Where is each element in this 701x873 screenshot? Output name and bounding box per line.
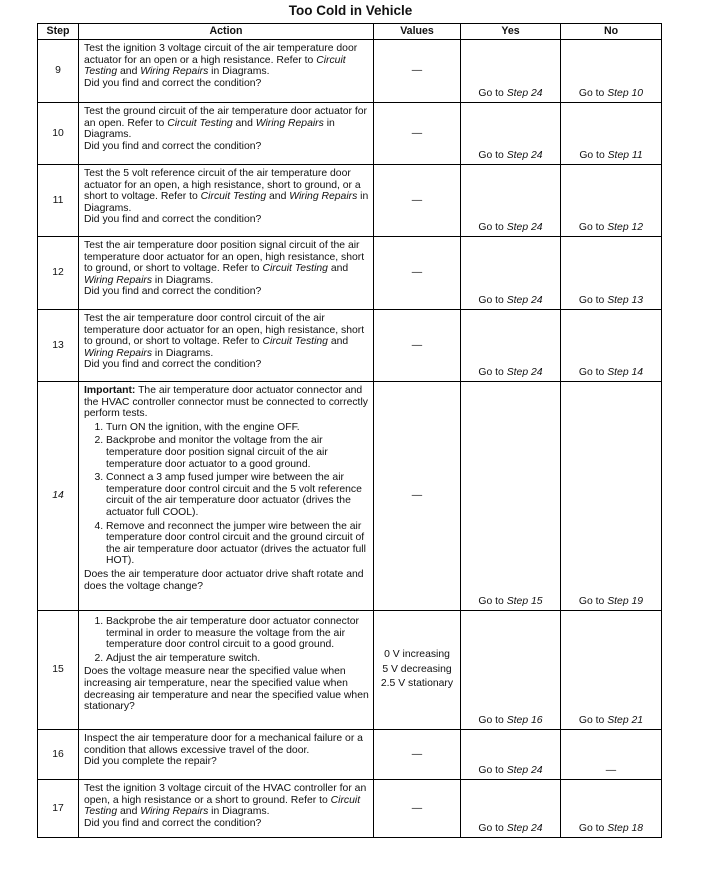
important-note xyxy=(84,385,370,420)
goto-step: Step 24 xyxy=(506,765,543,777)
reference-link-text: Wiring Repairs xyxy=(140,806,209,818)
reference-link-text: Wiring Repairs xyxy=(84,347,153,359)
table-row xyxy=(38,103,662,165)
no-cell xyxy=(561,730,662,780)
goto-prefix: Go to xyxy=(478,222,507,234)
value-dash: — xyxy=(411,802,423,814)
action-cell xyxy=(79,103,374,165)
goto-prefix: Go to xyxy=(478,150,507,162)
goto-prefix: Go to xyxy=(478,367,507,379)
yes-cell xyxy=(461,237,561,310)
goto-step: Step 24 xyxy=(506,88,543,100)
values-cell xyxy=(374,730,461,780)
yes-goto xyxy=(478,823,542,834)
important-label: Important: xyxy=(84,385,136,396)
action-question: Did you find and correct the condition? xyxy=(84,359,262,371)
goto-step: Step 24 xyxy=(506,823,543,835)
reference-link-text: Circuit Testing xyxy=(167,117,233,129)
header-yes: Yes xyxy=(461,24,561,40)
values-cell xyxy=(374,103,461,165)
value-item: 2.5 V stationary xyxy=(380,678,454,690)
value-dash: — xyxy=(411,65,423,77)
goto-prefix: Go to xyxy=(579,150,608,162)
action-cell xyxy=(79,237,374,310)
value-item: 5 V decreasing xyxy=(382,663,452,675)
step-number: 14 xyxy=(52,490,64,502)
goto-prefix: Go to xyxy=(578,823,608,835)
action-text-part: Test the ignition 3 voltage circuit of the HVAC controller for an open, a high resistance or a short to ground. Refer to xyxy=(84,783,367,806)
yes-cell xyxy=(461,40,561,103)
goto-prefix: Go to xyxy=(478,715,507,727)
goto-step: Step 13 xyxy=(607,295,644,307)
step-number: 13 xyxy=(52,339,64,351)
action-text-part: in Diagrams. xyxy=(84,117,335,141)
goto-step: Step 14 xyxy=(607,367,644,379)
action-text-part: and xyxy=(327,336,349,348)
yes-goto xyxy=(478,596,542,607)
step-number: 17 xyxy=(52,802,64,814)
yes-cell xyxy=(461,780,561,838)
no-goto xyxy=(579,295,643,306)
values-cell xyxy=(374,611,461,730)
diagnostic-table xyxy=(37,23,662,838)
reference-link-text: Wiring Repairs xyxy=(84,274,153,286)
action-text-part: in Diagrams. xyxy=(208,806,270,818)
no-cell xyxy=(561,382,662,611)
no-goto xyxy=(579,150,642,161)
goto-prefix: Go to xyxy=(478,295,507,307)
yes-cell xyxy=(461,103,561,165)
page-title: Too Cold in Vehicle xyxy=(288,3,413,18)
yes-goto xyxy=(478,222,542,233)
action-text-part: Test the ground circuit of the air temperature door actuator for an open. Refer to xyxy=(84,106,368,129)
goto-prefix: Go to xyxy=(578,295,608,307)
action-text-part: and xyxy=(327,263,349,275)
value-dash: — xyxy=(411,490,423,502)
yes-goto xyxy=(478,765,542,776)
no-dash: — xyxy=(605,765,617,777)
reference-link-text: Circuit Testing xyxy=(262,336,328,348)
goto-step: Step 18 xyxy=(607,823,644,835)
procedure-step: 3. Connect a 3 amp fused jumper wire between the air temperature door control circuit and the 5 volt reference circuit of the air temperature door actuator (drives the actuator full COOL). xyxy=(106,472,370,518)
step-cell xyxy=(38,611,79,730)
goto-prefix: Go to xyxy=(478,765,507,777)
header-step: Step xyxy=(38,24,79,40)
values-cell xyxy=(374,780,461,838)
goto-step: Step 24 xyxy=(506,295,543,307)
yes-cell xyxy=(461,310,561,382)
no-cell xyxy=(561,310,662,382)
action-text-part: Test the ignition 3 voltage circuit of the air temperature door actuator for an open or a high resistance. Refer to xyxy=(84,43,358,66)
action-text-part: Test the 5 volt reference circuit of the air temperature door actuator for an open, a high resistance, short to ground, or a short to voltage. Refer to xyxy=(84,168,361,203)
table-row xyxy=(38,382,662,611)
value-item: 0 V increasing xyxy=(384,649,450,661)
values-list xyxy=(374,648,460,692)
goto-step: Step 24 xyxy=(506,150,543,162)
values-cell xyxy=(374,165,461,237)
procedure-steps xyxy=(84,616,370,664)
table-row xyxy=(38,730,662,780)
action-cell xyxy=(79,310,374,382)
yes-cell xyxy=(461,382,561,611)
step-cell xyxy=(38,40,79,103)
value-dash: — xyxy=(411,194,423,206)
reference-link-text: Circuit Testing xyxy=(200,191,267,203)
reference-link-text: Wiring Repairs xyxy=(255,117,324,129)
values-cell xyxy=(374,40,461,103)
no-cell xyxy=(561,611,662,730)
action-question: Did you find and correct the condition? xyxy=(84,140,262,152)
action-text-part: in Diagrams. xyxy=(152,274,214,286)
goto-step: Step 15 xyxy=(506,596,543,608)
action-cell xyxy=(79,165,374,237)
action-cell xyxy=(79,730,374,780)
goto-step: Step 24 xyxy=(506,222,543,234)
header-no: No xyxy=(561,24,662,40)
step-number: 9 xyxy=(55,65,61,77)
reference-link-text: Wiring Repairs xyxy=(140,66,209,78)
action-question: Does the voltage measure near the specified value when increasing air temperature, near the specified value when decreasing air temperature and near the specified value when stationary? xyxy=(84,666,369,713)
table-body xyxy=(38,40,662,838)
reference-link-text: Wiring Repairs xyxy=(289,191,358,203)
value-dash: — xyxy=(411,339,423,351)
action-text-part: and xyxy=(232,117,256,129)
yes-cell xyxy=(461,611,561,730)
goto-prefix: Go to xyxy=(578,88,608,100)
goto-step: Step 10 xyxy=(607,88,644,100)
values-cell xyxy=(374,382,461,611)
table-row xyxy=(38,310,662,382)
goto-step: Step 19 xyxy=(607,596,644,608)
header-action: Action xyxy=(79,24,374,40)
procedure-step: 2. Adjust the air temperature switch. xyxy=(106,653,370,665)
step-number: 15 xyxy=(52,664,64,676)
action-question: Did you find and correct the condition? xyxy=(84,817,262,829)
no-cell xyxy=(561,165,662,237)
reference-link-text: Circuit Testing xyxy=(84,794,361,818)
values-cell xyxy=(374,237,461,310)
goto-prefix: Go to xyxy=(478,88,507,100)
procedure-step: 1. Backprobe the air temperature door actuator connector terminal in order to measure the voltage from the air temperature door control circuit to a good ground. xyxy=(106,616,370,651)
no-goto xyxy=(579,88,643,99)
table-row xyxy=(38,237,662,310)
step-cell xyxy=(38,165,79,237)
yes-goto xyxy=(478,715,542,726)
action-question: Does the air temperature door actuator drive shaft rotate and does the voltage change? xyxy=(84,568,364,592)
action-question: Did you find and correct the condition? xyxy=(84,214,262,226)
action-text-part: and xyxy=(266,191,290,203)
action-text-part: in Diagrams. xyxy=(152,347,214,359)
action-text-part: Test the air temperature door control circuit of the air temperature door actuator for an open, high resistance, short to ground, or short to voltage. Refer to xyxy=(84,313,365,348)
goto-step: Step 12 xyxy=(607,222,644,234)
action-text-part: and xyxy=(117,66,141,78)
reference-link-text: Circuit Testing xyxy=(84,54,346,78)
action-cell xyxy=(79,382,374,611)
action-text xyxy=(84,313,370,359)
no-cell xyxy=(561,780,662,838)
action-text: Inspect the air temperature door for a mechanical failure or a condition that allows excessive travel of the door. xyxy=(84,733,363,756)
action-cell xyxy=(79,40,374,103)
table-row xyxy=(38,611,662,730)
important-text: The air temperature door actuator connector and the HVAC controller connector must be connected to correctly perform tests. xyxy=(84,385,368,420)
action-text xyxy=(84,240,370,286)
no-cell xyxy=(561,103,662,165)
no-cell xyxy=(561,237,662,310)
goto-step: Step 16 xyxy=(506,715,543,727)
yes-cell xyxy=(461,165,561,237)
action-question: Did you find and correct the condition? xyxy=(84,77,262,89)
no-goto xyxy=(579,367,643,378)
action-question: Did you complete the repair? xyxy=(84,756,217,768)
goto-step: Step 11 xyxy=(607,150,643,162)
no-goto xyxy=(579,715,643,726)
table-header-row xyxy=(38,24,662,40)
action-text xyxy=(84,783,370,818)
step-cell xyxy=(38,780,79,838)
no-goto xyxy=(579,596,643,607)
yes-goto xyxy=(478,150,542,161)
no-cell xyxy=(561,40,662,103)
step-number: 12 xyxy=(52,267,64,279)
action-text-part: Test the air temperature door position signal circuit of the air temperature door actuator for an open, high resistance, short to ground, or short to voltage. Refer to xyxy=(84,240,365,275)
action-text-part: in Diagrams. xyxy=(208,66,270,78)
step-cell xyxy=(38,730,79,780)
header-values: Values xyxy=(374,24,461,40)
procedure-step: 1. Turn ON the ignition, with the engine OFF. xyxy=(106,422,370,434)
yes-goto xyxy=(478,295,542,306)
goto-step: Step 24 xyxy=(506,367,543,379)
goto-prefix: Go to xyxy=(578,715,608,727)
goto-prefix: Go to xyxy=(578,367,608,379)
step-number: 10 xyxy=(52,127,64,139)
step-cell xyxy=(38,103,79,165)
procedure-step: 2. Backprobe and monitor the voltage from the air temperature door position signal circuit of the air temperature door actuator to a good ground. xyxy=(106,435,370,470)
yes-cell xyxy=(461,730,561,780)
values-cell xyxy=(374,310,461,382)
table-row xyxy=(38,165,662,237)
step-cell xyxy=(38,382,79,611)
action-text xyxy=(84,43,370,78)
step-number: 11 xyxy=(52,194,64,206)
yes-goto xyxy=(478,367,542,378)
goto-prefix: Go to xyxy=(478,823,507,835)
action-text-part: and xyxy=(117,806,141,818)
step-cell xyxy=(38,237,79,310)
table-row xyxy=(38,780,662,838)
action-cell xyxy=(79,780,374,838)
value-dash: — xyxy=(411,267,423,279)
action-question: Did you find and correct the condition? xyxy=(84,286,262,298)
goto-prefix: Go to xyxy=(578,222,608,234)
action-text xyxy=(84,106,370,141)
step-cell xyxy=(38,310,79,382)
goto-step: Step 21 xyxy=(607,715,644,727)
value-dash: — xyxy=(411,127,423,139)
value-dash: — xyxy=(411,748,423,760)
table-row xyxy=(38,40,662,103)
procedure-step: 4. Remove and reconnect the jumper wire between the air temperature door control circuit and the ground circuit of the air temperature door actuator (drives the actuator full HOT). xyxy=(106,521,370,567)
procedure-steps xyxy=(84,422,370,567)
action-text-part: in Diagrams. xyxy=(84,191,369,214)
no-goto xyxy=(579,823,643,834)
reference-link-text: Circuit Testing xyxy=(262,263,328,275)
goto-prefix: Go to xyxy=(578,596,608,608)
yes-goto xyxy=(478,88,542,99)
no-goto xyxy=(579,222,643,233)
step-number: 16 xyxy=(52,748,64,760)
action-text xyxy=(84,168,370,214)
action-cell xyxy=(79,611,374,730)
goto-prefix: Go to xyxy=(478,596,507,608)
